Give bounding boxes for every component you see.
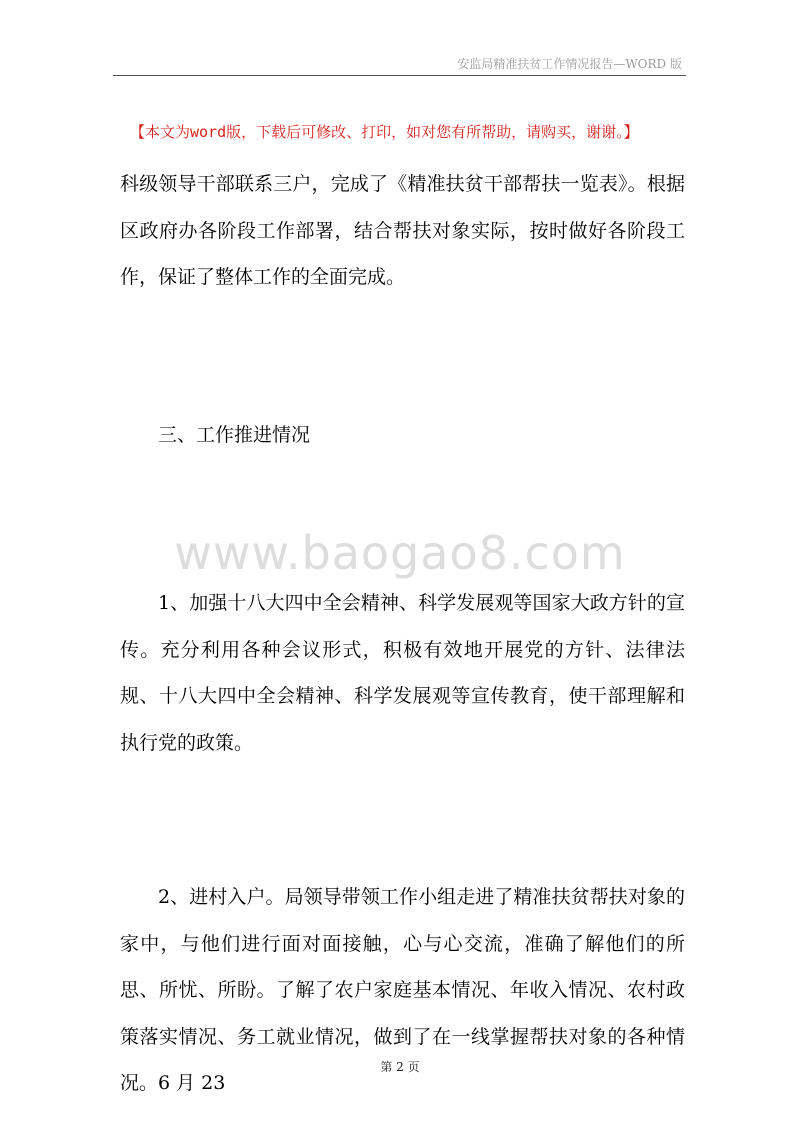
download-notice: 【本文为word版，下载后可修改、打印，如对您有所帮助，请购买，谢谢。】 [130, 123, 639, 141]
watermark: www.baogao8.com [174, 526, 626, 580]
section-heading: 三、工作推进情况 [158, 424, 311, 446]
body-paragraph-3: 2、进村入户。局领导带领工作小组走进了精准扶贫帮扶对象的家中，与他们进行面对面接触，心与心交流，准确了解他们的所思、所忧、所盼。了解了农户家庭基本情况、年收入情况、农村政策落实情况、务工就业情况，做到了在一线掌握帮扶对象的各种情况。6 月 23 [120, 886, 685, 1094]
body-paragraph-2: 1、加强十八大四中全会精神、科学发展观等国家大政方针的宣传。充分利用各种会议形式，积极有效地开展党的方针、法律法规、十八大四中全会精神、科学发展观等宣传教育，使干部理解和执行党的政策。 [120, 592, 685, 754]
body-paragraph-1: 科级领导干部联系三户，完成了《精准扶贫干部帮扶一览表》。根据区政府办各阶段工作部署，结合帮扶对象实际，按时做好各阶段工作，保证了整体工作的全面完成。 [120, 173, 685, 288]
header-divider [113, 75, 686, 76]
page-number: 第 2 页 [380, 1060, 420, 1074]
page-header-title: 安监局精准扶贫工作情况报告—WORD 版 [457, 57, 682, 71]
